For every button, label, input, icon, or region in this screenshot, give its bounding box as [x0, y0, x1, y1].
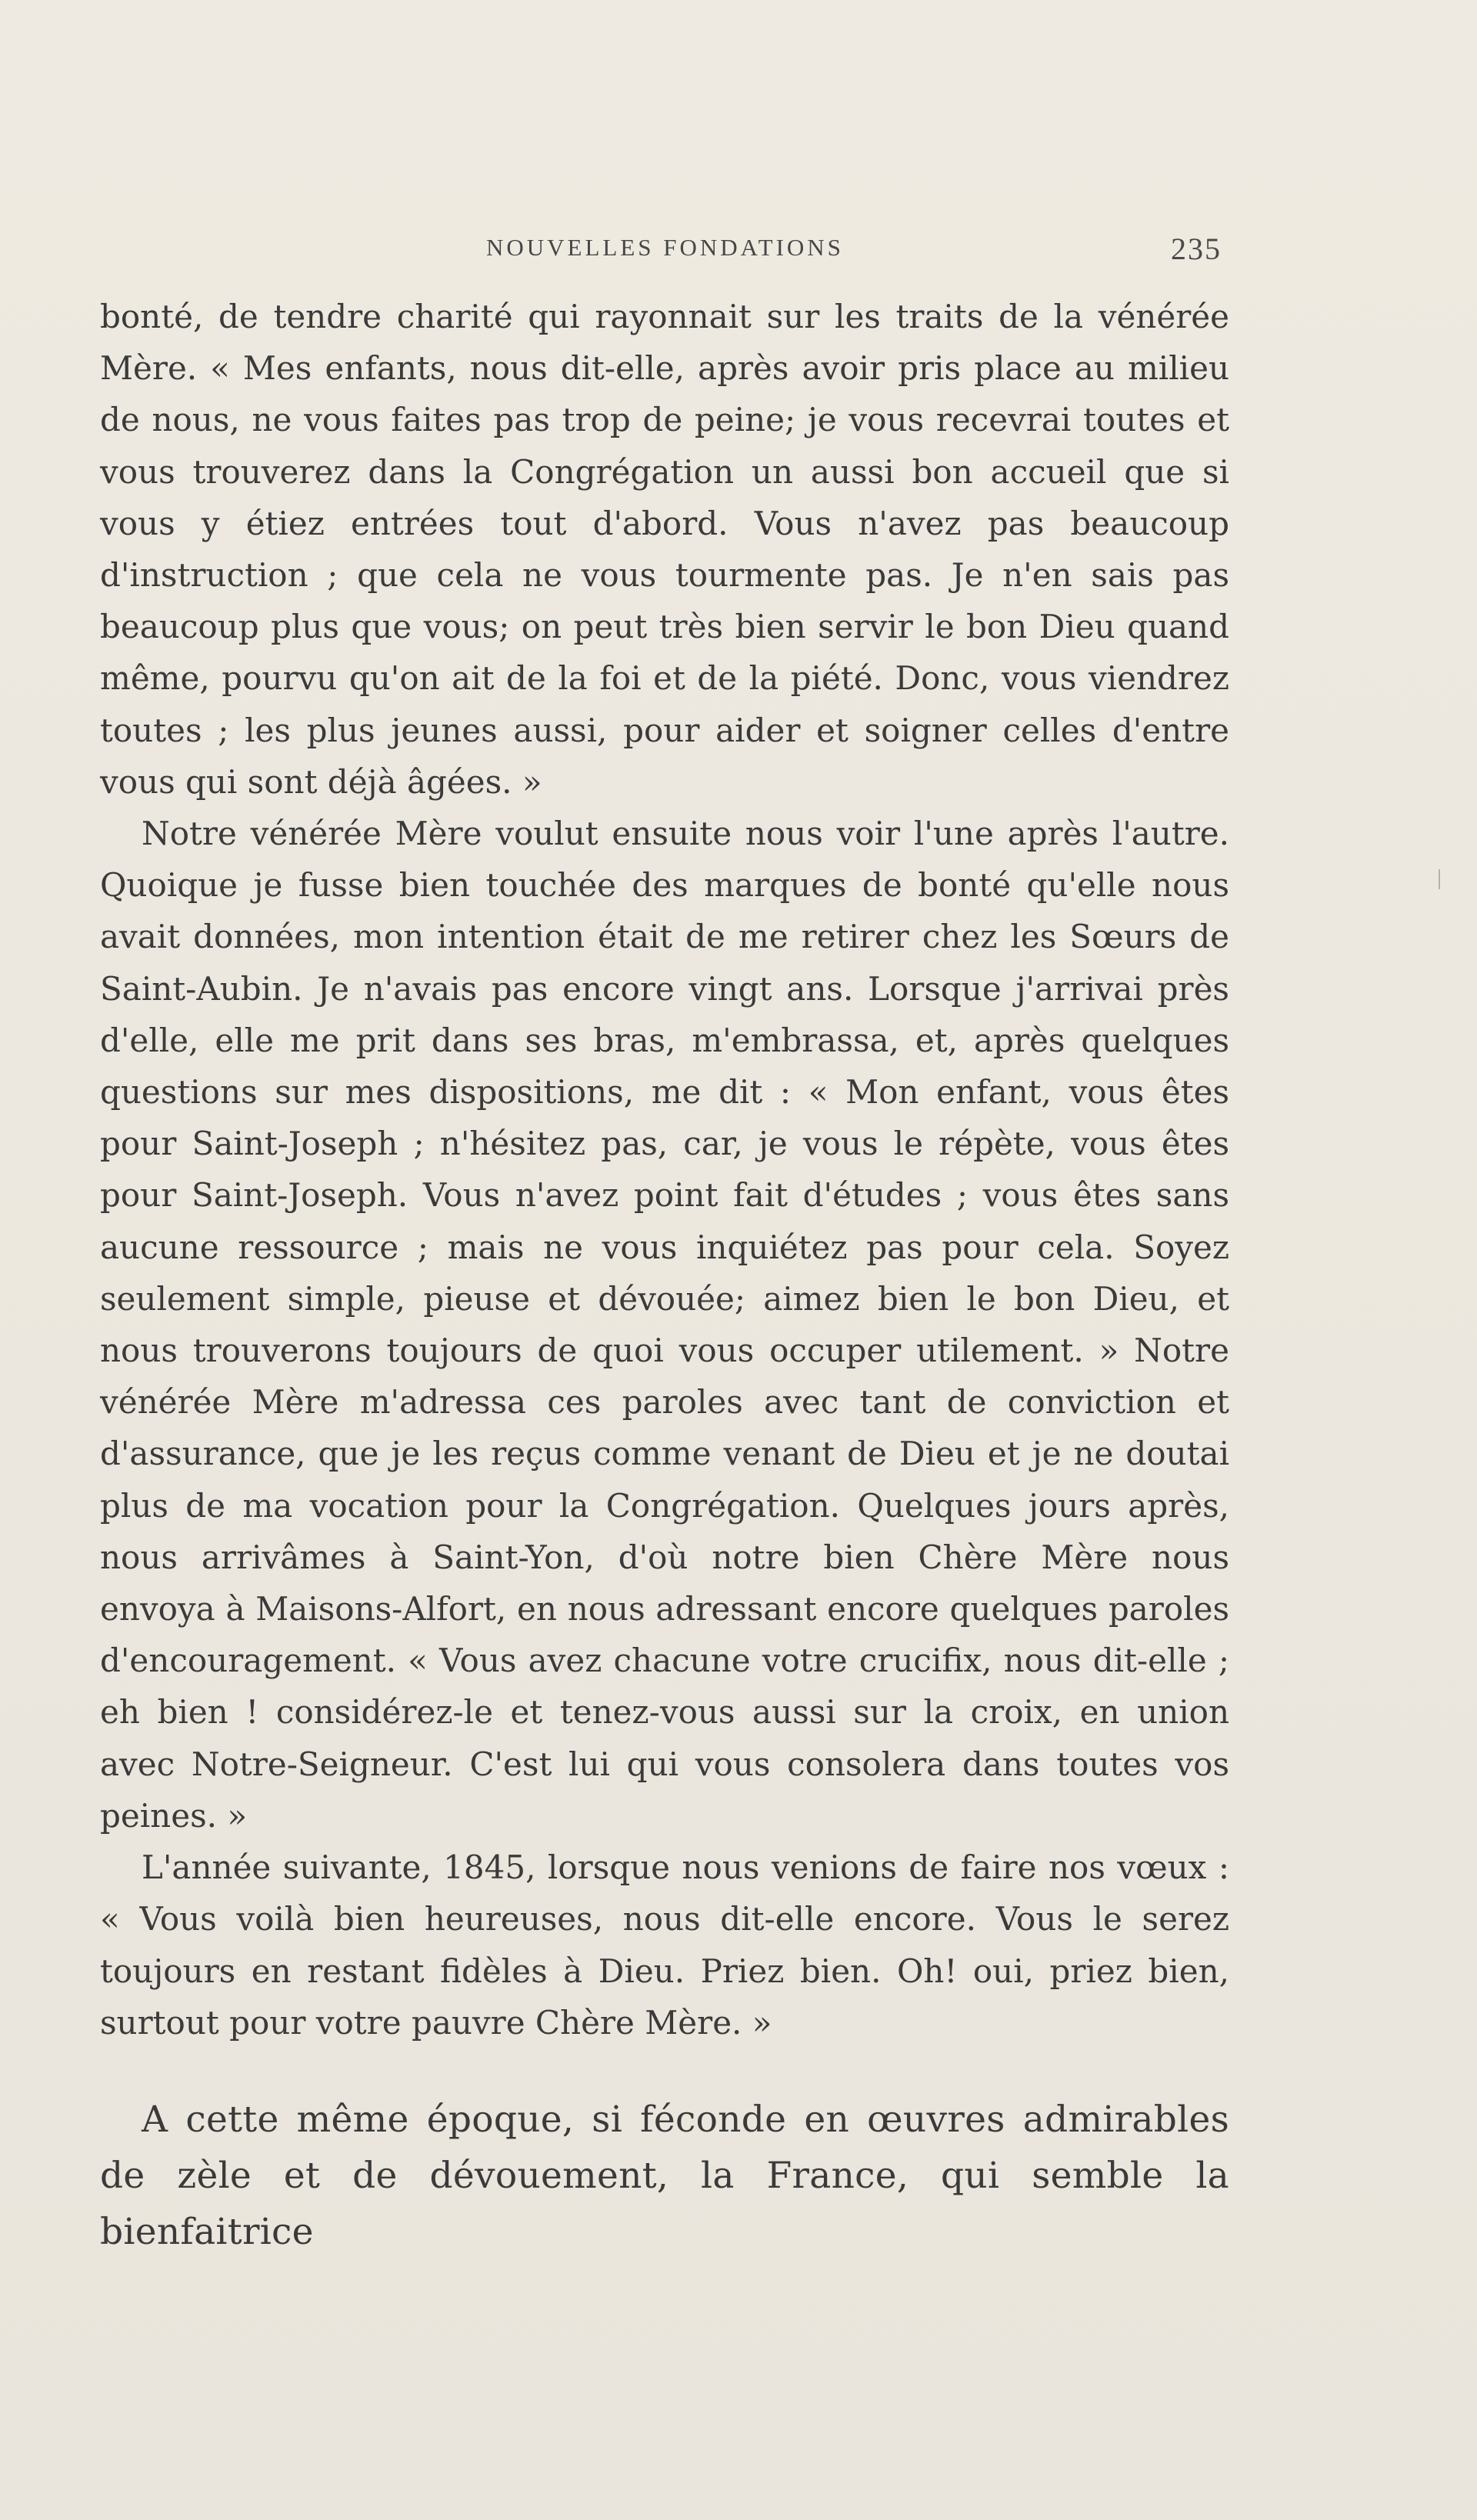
page-number: 235	[1171, 232, 1222, 266]
paragraph-continuation: bonté, de tendre charité qui rayonnait sur les traits de la vénérée Mère. « Mes enfants, nous dit-elle, après avoir pris place au milieu de nous, ne vous faites pas trop de peine; je vous recevrai toutes et vous trouverez dans la Congrégation un aussi bon accueil que si vous y étiez entrées tout d'abord. Vous n'avez pas beaucoup d'instruction ; que cela ne vous tourmente pas. Je n'en sais pas beaucoup plus que vous; on peut très bien servir le bon Dieu quand même, pourvu qu'on ait de la foi et de la piété. Donc, vous viendrez toutes ; les plus jeunes aussi, pour aider et soigner celles d'entre vous qui sont déjà âgées. »	[100, 298, 1229, 801]
margin-mark	[1439, 869, 1440, 889]
section-gap	[100, 2048, 1229, 2092]
running-head: NOUVELLES FONDATIONS	[486, 234, 844, 261]
paragraph-annee-suivante: L'année suivante, 1845, lorsque nous venions de faire nos vœux : « Vous voilà bien heureuses, nous dit-elle encore. Vous le serez toujours en restant fidèles à Dieu. Priez bien. Oh! oui, priez bien, surtout pour votre pauvre Chère Mère. »	[100, 1848, 1229, 2042]
paragraph-a-cette-epoque: A cette même époque, si féconde en œuvres admirables de zèle et de dévouement, la France, qui semble la bienfaitrice	[100, 2098, 1229, 2253]
body-text	[100, 291, 1229, 2260]
page-header	[0, 231, 1477, 269]
paragraph-notre-veneree: Notre vénérée Mère voulut ensuite nous voir l'une après l'autre. Quoique je fusse bien touchée des marques de bonté qu'elle nous avait données, mon intention était de me retirer chez les Sœurs de Saint-Aubin. Je n'avais pas encore vingt ans. Lorsque j'arrivai près d'elle, elle me prit dans ses bras, m'embrassa, et, après quelques questions sur mes dispositions, me dit : « Mon enfant, vous êtes pour Saint-Joseph ; n'hésitez pas, car, je vous le répète, vous êtes pour Saint-Joseph. Vous n'avez point fait d'études ; vous êtes sans aucune ressource ; mais ne vous inquiétez pas pour cela. Soyez seulement simple, pieuse et dévouée; aimez bien le bon Dieu, et nous trouverons toujours de quoi vous occuper utilement. » Notre vénérée Mère m'adressa ces paroles avec tant de conviction et d'assurance, que je les reçus comme venant de Dieu et je ne doutai plus de ma vocation pour la Congrégation. Quelques jours après, nous arrivâmes à Saint-Yon, d'où notre bien Chère Mère nous envoya à Maisons-Alfort, en nous adressant encore quelques paroles d'encouragement. « Vous avez chacune votre crucifix, nous dit-elle ; eh bien ! considérez-le et tenez-vous aussi sur la croix, en union avec Notre-Seigneur. C'est lui qui vous consolera dans toutes vos peines. »	[100, 815, 1229, 1835]
